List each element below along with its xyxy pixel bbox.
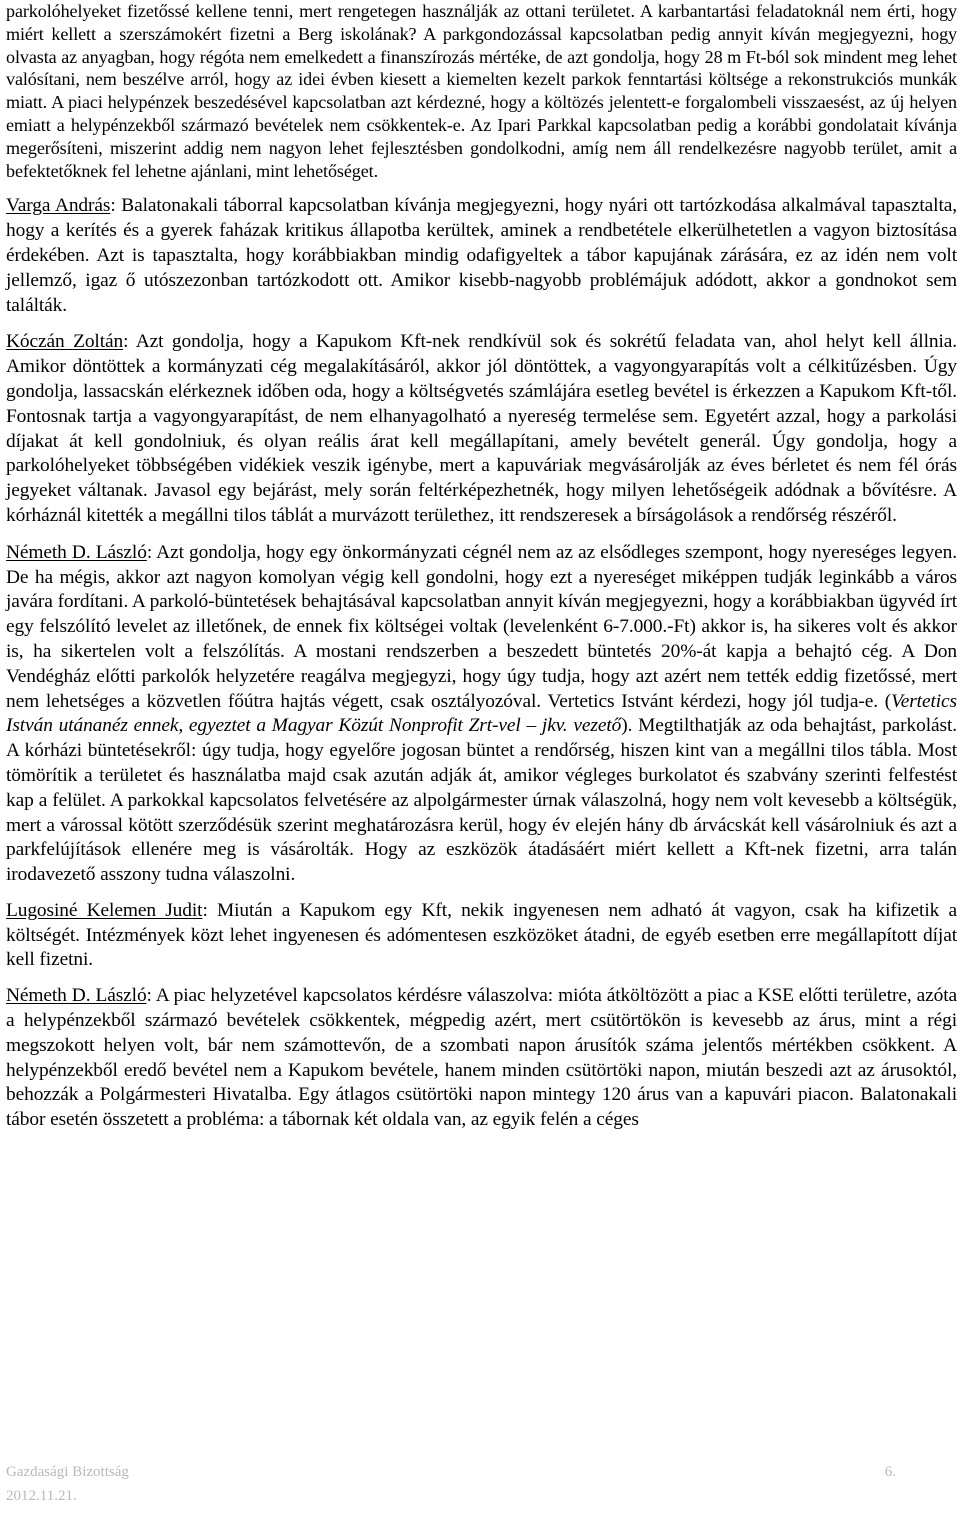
paragraph-text: parkolóhelyeket fizetőssé kellene tenni, mert rengetegen használják az ottani területet. A karbantartási feladatoknál nem érti, hogy miért kellett a szerszámokért fizetni a Berg iskolának? A parkgondozással kapcsolatban pedig annyit kíván megjegyezni, hogy olvasta az anyagban, hogy régóta nem emelkedett a finanszírozás mértéke, de azt gondolja, hogy 28 m Ft-ból sok mindent meg lehet valósítani, nem beszélve arról, hogy az idei évben kiesett a kiemelten kezelt parkok fenntartási költsége a rekonstrukciós munkák miatt. A piaci helypénzek beszedésével kapcsolatban azt kérdezné, hogy a költözés jelentett-e forgalombeli visszaesést, az új helyen emiatt a helypénzekből származó bevételek nem csökkentek-e. Az Ipari Parkkal kapcsolatban pedig a korábbi gondolatait kívánja megerősíteni, miszerint addig nem nagyon lehet fejlesztésben gondolkodni, amíg nem áll rendelkezésre nagyobb terület, amit a befektetőknek fel lehetne ajánlani, mint lehetőséget. (6, 1, 957, 181)
document-page (6, 0, 957, 1133)
footer-date: 2012.11.21. (6, 1488, 77, 1504)
paragraph-varga (6, 194, 957, 318)
speaker-name: Németh D. László (6, 985, 147, 1007)
paragraph-text-continued: ). Megtilthatják az oda behajtást, parkolást. A kórházi büntetésekről: úgy tudja, hogy egyelőre jogosan büntet a rendőrség, hiszen kint van a megállni tilos tábla. Most tömörítik a területet és használatba majd csak azután adják át, amikor végleges burkolatot és szabvány szerinti felfestést kap a felület. A parkokkal kapcsolatos felvetésére az alpolgármester úrnak válaszolná, hogy nem volt kevesebb a költségük, mert a várossal kötött szerződésük szerint meghatározásra kerül, hogy év elején hány db árvácskát kell vásárolniuk és azt a parkfelújítások ellenére meg is vásárolták. Hogy az eszközök átadásáért miért kellett a Kft-nek fizetni, arra talán irodavezető asszony tudna válaszolni. (6, 715, 957, 886)
paragraph-text: : Miután a Kapukom egy Kft, nekik ingyenesen nem adható át vagyon, csak ha kifizetik a költségét. Intézmények közt lehet ingyenesen és adómentesen eszközöket átadni, de egyéb esetben erre megállapított díjat kell fizetni. (6, 899, 957, 971)
speaker-name: Varga András (6, 195, 111, 217)
paragraph-lugosine (6, 899, 957, 973)
speaker-name: Lugosiné Kelemen Judit (6, 899, 203, 921)
paragraph-text: : Balatonakali táborral kapcsolatban kívánja megjegyezni, hogy nyári ott tartózkodása alkalmával tapasztalta, hogy a kerítés és a gyerek faházak kritikus állapotba kerültek, aminek a rendbetétele elkerülhetetlen a vagyon biztosítása érdekében. Azt is tapasztalta, hogy korábbiakban mindig odafigyeltek a tábor kapujának zárására, ez az idén nem volt jellemző, igaz ő utószezonban tartózkodott ott. Amikor kisebb-nagyobb problémájuk adódott, akkor a gondnokot sem találták. (6, 195, 958, 316)
speaker-name: Kóczán Zoltán (6, 331, 124, 353)
footer-committee: Gazdasági Bizottság (6, 1464, 129, 1480)
paragraph-text: : Azt gondolja, hogy a Kapukom Kft-nek rendkívül sok és sokrétű feladata van, ahol helyt kell állnia. Amikor döntöttek a kormányzati cég megalakításáról, akkor jól döntöttek, a vagyongyarapítás volt a célkitűzésben. Úgy gondolja, lassacskán elérkeznek időben oda, hogy a költségvetés számlájára esetleg bevétel is érkezzen a Kapukom Kft-től. Fontosnak tartja a vagyongyarapítást, de nem elhanyagolható a nyereség termelése sem. Egyetért azzal, hogy a parkolási díjakat át kell gondolniuk, és olyan reális árat kell megállapítani, amely bevételt generál. Úgy gondolja, hogy a parkolóhelyeket többségében vidékiek veszik igénybe, mert a kapuváriak megvásárolják az éves bérletet és nem fél órás jegyeket váltanak. Javasol egy bejárást, mely során feltérképezhetnék, hogy milyen lehetőségeik adódnak a bővítésre. A kórháznál kitették a megállni tilos táblát a murvázott területhez, itt rendszeresek a bírságolások a rendőrség részéről. (6, 331, 957, 526)
paragraph-koczan (6, 330, 957, 528)
paragraph-nemeth-1 (6, 541, 957, 888)
italic-note: Vertetics István utánanéz ennek, egyeztet a Magyar Közút Nonprofit Zrt-vel – jkv. vezető (6, 690, 957, 737)
page-footer (6, 1463, 896, 1509)
paragraph-text: : A piac helyzetével kapcsolatos kérdésre válaszolva: mióta átköltözött a piac a KSE előtti területre, azóta a helypénzekből származó bevételek csökkentek, mégpedig azért, mert csütörtökön is kevesebb az árus, mint a régi megszokott helyen volt, bár nem számottevőn, de a szombati napon árusítók száma jelentős mértékben csökkent. A helypénzekből eredő bevétel nem a Kapukom bevétele, hanem minden csütörtöki napon, miután beszedi azt az árusoktól, behozzák a Polgármesteri Hivatalba. Egy átlagos csütörtöki napon mintegy 120 árus van a kapuvári piacon. Balatonakali tábor esetén összetett a probléma: a tábornak két oldala van, az egyik felén a céges (6, 985, 957, 1131)
paragraph-nemeth-2 (6, 984, 957, 1133)
paragraph-text: : Azt gondolja, hogy egy önkormányzati cégnél nem az az elsődleges szempont, hogy nyereséges legyen. De ha mégis, akkor azt nagyon komolyan végig kell gondolni, hogy ezt a nyereséget miképpen tudják leginkább a város javára fordítani. A parkoló-büntetések behajtásával kapcsolatban annyit kíván megjegyezni, hogy a korábbiakban ügyvéd írt egy felszólító levelet az illetőnek, de ennek fix költségei voltak (levelenként 6-7.000.-Ft) akkor is, ha sikeres volt és akkor is, ha sikertelen volt a felszólítás. A mostani rendszerben a beszedett büntetés 20%-át kapja a behajtó cég. A Don Vendégház előtti parkolók helyzetére reagálva megjegyzi, hogy úgy tudja, hogy azt azért nem tették eddig fizetőssé, mert nem lehetséges a közvetlen főútra hajtás végett, csak osztályozóval. Vertetics Istvánt kérdezi, hogy jól tudja-e. ( (6, 541, 957, 712)
footer-page-number: 6. (884, 1464, 896, 1480)
paragraph-continuation (6, 0, 957, 182)
speaker-name: Németh D. László (6, 541, 147, 563)
